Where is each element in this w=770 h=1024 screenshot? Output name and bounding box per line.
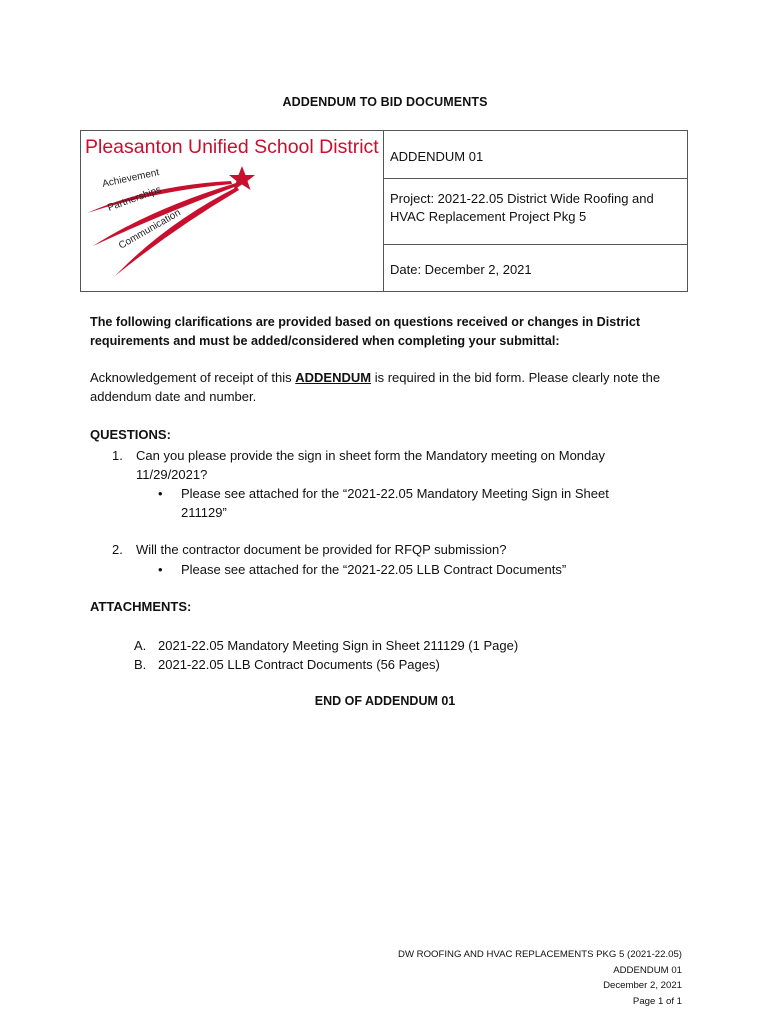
answer-text: Please see attached for the “2021-22.05 Mandatory Meeting Sign in Sheet 211129” [181,486,609,520]
project-row [384,179,687,245]
footer-line-3: December 2, 2021 [603,980,682,991]
header-table [80,130,688,292]
logo-word-communication: Communication [117,207,183,252]
question-text: Can you please provide the sign in sheet form the Mandatory meeting on Monday 11/29/2021? [136,448,605,482]
footer-line-2: ADDENDUM 01 [613,964,682,976]
attachment-text: 2021-22.05 Mandatory Meeting Sign in Sheet 211129 (1 Page) [158,638,519,653]
intro-paragraph: The following clarifications are provided based on questions received or changes in District requirements and must be added/considered when completing your submittal: [90,315,641,348]
addendum-date: Date: December 2, 2021 [390,262,532,277]
question-number: 1. [112,448,123,463]
attachment-letter: A. [134,638,147,653]
district-logo [81,131,383,291]
ack-text-after: is required in the bid form. Please clearly note the addendum date and number. [90,370,661,404]
date-row [384,245,687,291]
project-text [390,190,680,226]
answer-text: Please see attached for the “2021-22.05 LLB Contract Documents” [181,562,567,577]
bullet-icon: • [158,486,163,501]
attachment-text: 2021-22.05 LLB Contract Documents (56 Pages) [158,657,440,672]
logo-word-achievement: Achievement [101,167,161,190]
footer-line-1: DW ROOFING AND HVAC REPLACEMENTS PKG 5 (2021-22.05) [398,949,682,960]
document-title: ADDENDUM TO BID DOCUMENTS [282,95,488,109]
project-line-1: Project: 2021-22.05 District Wide Roofing and [390,191,654,206]
header-info-cell [384,131,687,291]
logo-district-name: Pleasanton Unified School District [85,136,379,158]
addendum-number: ADDENDUM 01 [390,149,484,164]
bullet-icon: • [158,562,163,577]
ack-emphasis: ADDENDUM [295,370,372,385]
ack-text-before: Acknowledgement of receipt of this [90,370,296,385]
attachment-letter: B. [134,657,147,672]
acknowledgement-paragraph [90,368,690,406]
page-footer [398,947,682,1009]
addendum-number-row [384,131,687,179]
attachments-heading: ATTACHMENTS: [90,599,192,614]
logo-cell [81,131,384,291]
end-of-addendum: END OF ADDENDUM 01 [314,694,456,708]
project-line-2: HVAC Replacement Project Pkg 5 [390,209,587,224]
footer-line-4: Page 1 of 1 [632,995,682,1007]
logo-word-partnerships: Partnerships [106,184,163,214]
question-text: Will the contractor document be provided for RFQP submission? [136,542,507,557]
questions-heading: QUESTIONS: [90,427,171,442]
question-number: 2. [112,542,123,557]
